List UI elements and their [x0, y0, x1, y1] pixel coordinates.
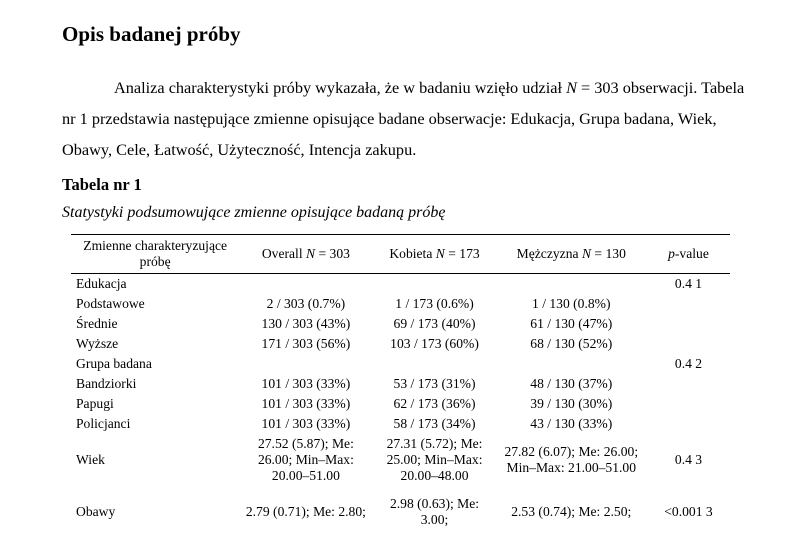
cell-pvalue: 0.4 2: [674, 356, 703, 371]
header-variable: Zmienne charakteryzujące próbę: [71, 235, 238, 274]
table-row: [71, 274, 730, 295]
cell-male: 1 / 130 (0.8%): [532, 296, 611, 311]
row-label: Podstawowe: [76, 296, 145, 311]
cell-male: 48 / 130 (37%): [530, 376, 613, 391]
cell-male: 43 / 130 (33%): [530, 416, 613, 431]
cell-male: 27.82 (6.07); Me: 26.00; Min–Max: 21.00–51.00: [504, 444, 639, 475]
header-pvalue: p-value: [647, 235, 730, 274]
cell-female: 27.31 (5.72); Me: 25.00; Min–Max: 20.00–48.00: [386, 436, 483, 483]
row-label: Bandziorki: [76, 376, 137, 391]
n-symbol: N: [566, 78, 577, 97]
table-caption: Statystyki podsumowujące zmienne opisujące badaną próbę: [62, 204, 446, 221]
cell-pvalue: [647, 314, 730, 334]
paragraph-text-2: = 303 obserwacji. Tabela nr 1 przedstawia następujące zmienne opisujące badane obserwacje: Edukacja, Grupa badana, Wiek, Obawy, Cele, Łatwość, Użyteczność, Intencja zakupu.: [62, 78, 745, 159]
cell-overall: 171 / 303 (56%): [261, 336, 351, 351]
table-row: [71, 434, 730, 486]
table-header-row: [71, 235, 730, 274]
cell-male: 68 / 130 (52%): [530, 336, 613, 351]
cell-pvalue: [647, 294, 730, 314]
cell-overall: 2.79 (0.71); Me: 2.80;: [245, 504, 366, 519]
row-label: Średnie: [76, 316, 118, 331]
cell-overall: [238, 354, 373, 374]
cell-pvalue: [647, 374, 730, 394]
cell-overall: 2 / 303 (0.7%): [266, 296, 346, 311]
table-row: [71, 294, 730, 314]
cell-pvalue: [647, 334, 730, 354]
cell-female: 2.98 (0.63); Me: 3.00;: [389, 496, 480, 527]
table-row: [71, 486, 730, 538]
cell-overall: 130 / 303 (43%): [261, 316, 351, 331]
section-title: Opis badanej próby: [62, 22, 241, 46]
cell-overall: 101 / 303 (33%): [261, 376, 351, 391]
cell-pvalue: 0.4 1: [674, 276, 703, 291]
row-label: Edukacja: [76, 276, 127, 291]
cell-pvalue: <0.001 3: [664, 504, 713, 519]
row-label: Obawy: [76, 504, 116, 519]
table-row: [71, 354, 730, 374]
header-female: Kobieta N = 173: [374, 235, 496, 274]
paragraph-text-1: Analiza charakterystyki próby wykazała, że w badaniu wzięło udział: [114, 78, 567, 97]
cell-male: [496, 354, 647, 374]
cell-female: 53 / 173 (31%): [393, 376, 476, 391]
header-male: Mężczyzna N = 130: [496, 235, 647, 274]
cell-female: [374, 274, 496, 295]
table-row: [71, 334, 730, 354]
table-label: Tabela nr 1: [62, 175, 142, 194]
row-label: Wiek: [76, 452, 105, 467]
cell-overall: [238, 274, 373, 295]
table-row: [71, 394, 730, 414]
cell-male: [496, 274, 647, 295]
cell-female: 103 / 173 (60%): [390, 336, 479, 351]
row-label: Wyższe: [76, 336, 119, 351]
table-row: [71, 374, 730, 394]
cell-female: 58 / 173 (34%): [393, 416, 476, 431]
table-row: [71, 414, 730, 434]
cell-pvalue: 0.4 3: [674, 452, 703, 467]
cell-male: 61 / 130 (47%): [530, 316, 613, 331]
cell-female: 62 / 173 (36%): [393, 396, 476, 411]
intro-paragraph: [62, 72, 752, 165]
cell-pvalue: [647, 414, 730, 434]
cell-female: 1 / 173 (0.6%): [395, 296, 474, 311]
cell-pvalue: [647, 394, 730, 414]
table-row: [71, 314, 730, 334]
row-label: Policjanci: [76, 416, 131, 431]
summary-table: [71, 234, 730, 538]
row-label: Papugi: [76, 396, 114, 411]
cell-overall: 27.52 (5.87); Me: 26.00; Min–Max: 20.00–51.00: [257, 436, 354, 483]
cell-female: 69 / 173 (40%): [393, 316, 476, 331]
cell-overall: 101 / 303 (33%): [261, 396, 351, 411]
cell-male: 2.53 (0.74); Me: 2.50;: [511, 504, 632, 519]
row-label: Grupa badana: [76, 356, 152, 371]
cell-female: [374, 354, 496, 374]
cell-male: 39 / 130 (30%): [530, 396, 613, 411]
header-overall: Overall N = 303: [238, 235, 373, 274]
cell-overall: 101 / 303 (33%): [261, 416, 351, 431]
